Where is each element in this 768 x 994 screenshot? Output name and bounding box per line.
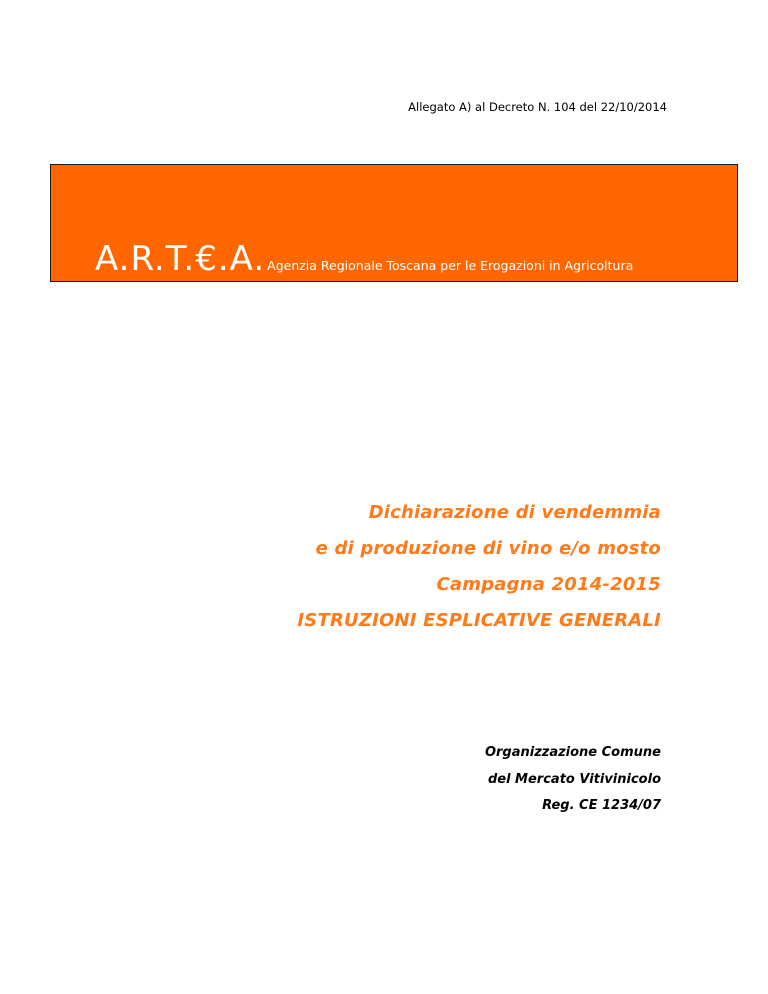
artea-acronym: A.R.T.€.A. — [95, 239, 266, 279]
regulation-line-2: del Mercato Vitivinicolo — [487, 771, 661, 787]
allegato-reference: Allegato A) al Decreto N. 104 del 22/10/2014 — [408, 100, 667, 114]
agency-full-name: Agenzia Regionale Toscana per le Erogazioni in Agricoltura — [267, 258, 634, 273]
regulation-line-1: Organizzazione Comune — [484, 745, 661, 760]
title-line-4: ISTRUZIONI ESPLICATIVE GENERALI — [297, 610, 661, 631]
regulation-line-3: Reg. CE 1234/07 — [542, 798, 661, 813]
regulation-reference — [485, 740, 661, 820]
title-line-2: e di produzione di vino e/o mosto — [315, 538, 661, 559]
artea-banner — [50, 164, 738, 282]
title-line-1: Dichiarazione di vendemmia — [368, 502, 661, 523]
banner-text-row — [95, 239, 633, 279]
document-title — [297, 495, 661, 639]
title-line-3: Campagna 2014-2015 — [436, 574, 661, 595]
